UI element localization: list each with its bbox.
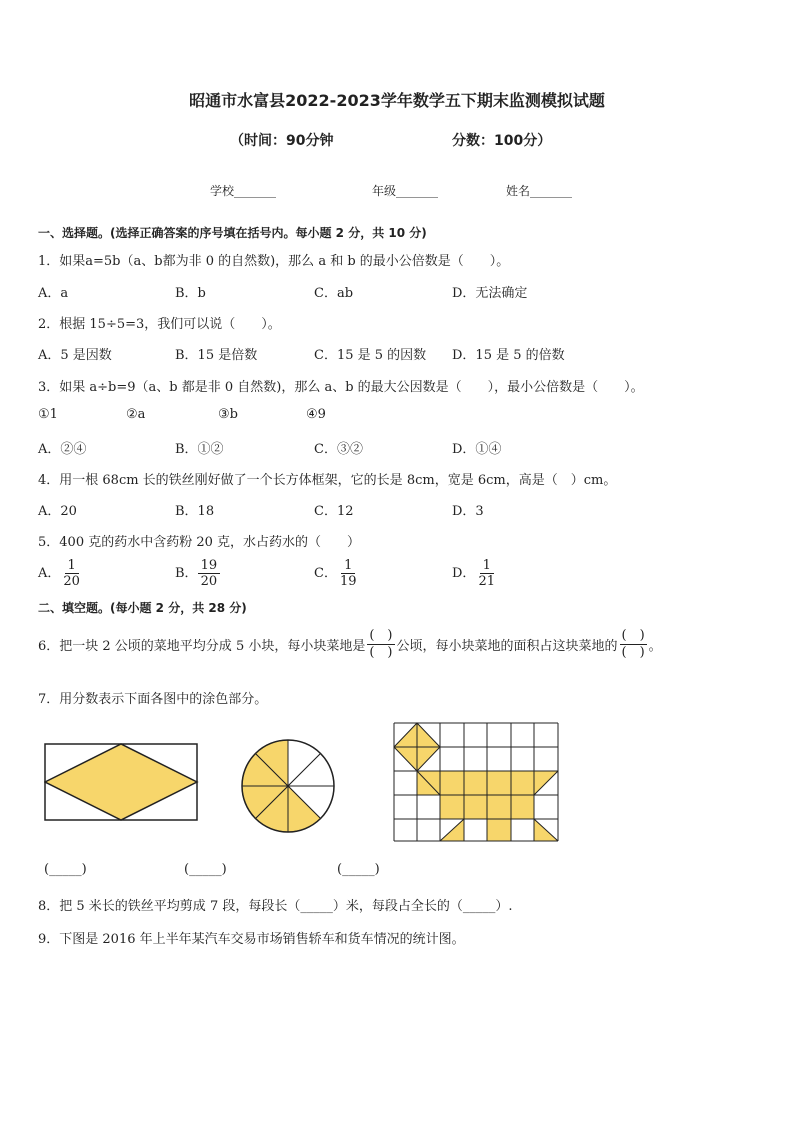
name-field[interactable]: 姓名_______	[506, 184, 573, 198]
shaded-body-row-1	[440, 771, 511, 795]
q7-answer-2[interactable]: (_____)	[184, 862, 227, 877]
q5-option-c[interactable]	[314, 558, 360, 589]
q5-option-a-fraction	[60, 558, 83, 589]
q3-option-c[interactable]: C．③②	[314, 442, 363, 457]
q1-option-c[interactable]: C．ab	[314, 286, 354, 301]
q6-blank-fraction-2[interactable]	[620, 628, 647, 661]
q2-option-b[interactable]: B．15 是倍数	[175, 348, 258, 363]
numerator: 1	[341, 558, 355, 574]
q7-answer-1[interactable]: (_____)	[44, 862, 87, 877]
q5-option-c-fraction	[337, 558, 360, 589]
blank-denominator: ( )	[369, 645, 393, 660]
numerator: 1	[65, 558, 79, 574]
q5-option-a[interactable]	[38, 558, 83, 589]
q6-line	[38, 628, 662, 661]
page-title: 昭通市水富县2022-2023学年数学五下期末监测模拟试题	[189, 91, 605, 110]
q4-option-d[interactable]: D．3	[452, 504, 484, 519]
denominator: 21	[478, 574, 495, 589]
exam-score: 分数：100分）	[452, 133, 552, 149]
rhombus-in-rectangle-figure	[44, 743, 200, 823]
q5-option-a-label: A．	[38, 566, 61, 581]
denominator: 20	[63, 574, 80, 589]
q3-option-a[interactable]: A．②④	[38, 442, 87, 457]
q1-text: 1．如果a=5b（a、b都为非 0 的自然数)，那么 a 和 b 的最小公倍数是（ ）。	[38, 254, 510, 269]
q8-text: 8．把 5 米长的铁丝平均剪成 7 段，每段长（_____）米，每段占全长的（_____）.	[38, 899, 513, 914]
q3-choice-1: ①1	[38, 407, 58, 422]
q3-choice-3: ③b	[218, 407, 238, 422]
circle-sectors-figure	[238, 736, 338, 836]
grid-shape-figure	[393, 722, 559, 842]
exam-time: （时间：90分钟	[230, 133, 334, 149]
q6-text-1: 6．把一块 2 公顷的菜地平均分成 5 小块，每小块菜地是	[38, 639, 366, 654]
q1-option-b[interactable]: B．b	[175, 286, 206, 301]
blank-numerator: ( )	[369, 628, 393, 643]
q5-text: 5．400 克的药水中含药粉 20 克，水占药水的（ ）	[38, 535, 361, 550]
q4-text: 4．用一根 68cm 长的铁丝刚好做了一个长方体框架，它的长是 8cm，宽是 6cm，高是（ ）cm。	[38, 473, 617, 488]
grade-field[interactable]: 年级_______	[372, 184, 439, 198]
section1-heading: 一、选择题。(选择正确答案的序号填在括号内。每小题 2 分，共 10 分)	[38, 226, 427, 240]
q7-answer-3[interactable]: (_____)	[337, 862, 380, 877]
blank-denominator: ( )	[621, 645, 645, 660]
numerator: 19	[198, 558, 221, 574]
q6-blank-fraction-1[interactable]	[367, 628, 394, 661]
q3-text: 3．如果 a÷b=9（a、b 都是非 0 自然数)，那么 a、b 的最大公因数是（ ），最小公倍数是（ ）。	[38, 380, 644, 395]
denominator: 20	[200, 574, 218, 589]
q3-choice-2: ②a	[126, 407, 146, 422]
q5-option-b-label: B．	[175, 566, 198, 581]
section2-heading: 二、填空题。(每小题 2 分，共 28 分)	[38, 601, 247, 615]
shaded-leg-2	[487, 819, 511, 841]
q5-option-d[interactable]	[452, 558, 498, 589]
q4-option-c[interactable]: C．12	[314, 504, 354, 519]
q9-text: 9．下图是 2016 年上半年某汽车交易市场销售轿车和货车情况的统计图。	[38, 932, 465, 947]
q2-option-a[interactable]: A．5 是因数	[38, 348, 112, 363]
q4-option-b[interactable]: B．18	[175, 504, 215, 519]
q5-option-b-fraction	[198, 558, 221, 589]
shaded-regions	[394, 723, 558, 841]
q5-option-d-fraction	[475, 558, 498, 589]
q1-option-a[interactable]: A．a	[38, 286, 69, 301]
q4-option-a[interactable]: A．20	[38, 504, 77, 519]
q5-option-b[interactable]	[175, 558, 220, 589]
q3-choice-4: ④9	[306, 407, 326, 422]
q1-option-d[interactable]: D．无法确定	[452, 286, 528, 301]
q3-option-b[interactable]: B．①②	[175, 442, 224, 457]
numerator: 1	[480, 558, 494, 574]
q5-option-c-label: C．	[314, 566, 337, 581]
q3-option-d[interactable]: D．①④	[452, 442, 502, 457]
q2-option-c[interactable]: C．15 是 5 的因数	[314, 348, 427, 363]
q5-option-d-label: D．	[452, 566, 476, 581]
q7-text: 7．用分数表示下面各图中的涂色部分。	[38, 692, 268, 707]
school-field[interactable]: 学校_______	[210, 184, 277, 198]
q2-option-d[interactable]: D．15 是 5 的倍数	[452, 348, 565, 363]
q6-text-3: 。	[648, 639, 662, 654]
denominator: 19	[339, 574, 357, 589]
q6-text-2: 公顷，每小块菜地的面积占这块菜地的	[396, 639, 618, 654]
q2-text: 2．根据 15÷5=3，我们可以说（ ）。	[38, 317, 281, 332]
blank-numerator: ( )	[621, 628, 645, 643]
